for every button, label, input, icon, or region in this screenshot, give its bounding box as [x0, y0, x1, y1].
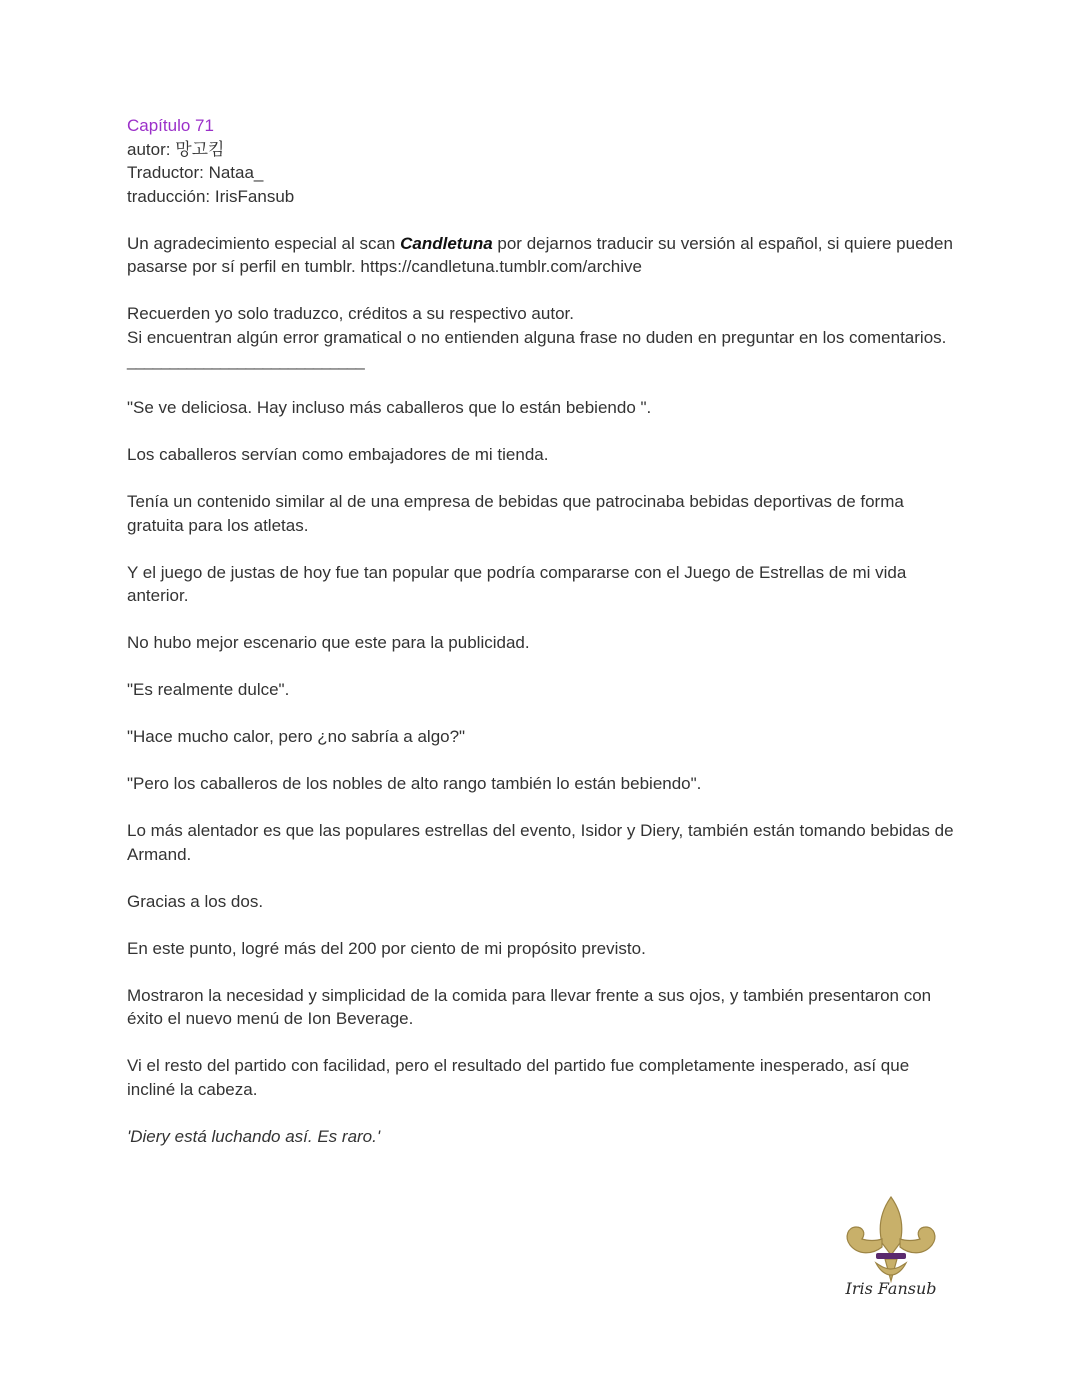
paragraph-11: En este punto, logré más del 200 por ciento de mi propósito previsto. — [127, 938, 646, 958]
thanks-before: Un agradecimiento especial al scan — [127, 233, 401, 253]
paragraph-6: "Es realmente dulce". — [127, 680, 290, 699]
author-line: autor: 망고킴 — [127, 139, 225, 159]
iris-fansub-logo — [838, 1193, 944, 1308]
paragraph-1: "Se ve deliciosa. Hay incluso más caballeros que lo están bebiendo ". — [127, 398, 652, 417]
paragraph-12: Mostraron la necesidad y simplicidad de la comida para llevar frente a sus ojos, y también presentaron con éxito el nuevo menú de Ion Beverage. — [127, 985, 932, 1028]
paragraph-8: "Pero los caballeros de los nobles de alto rango también lo están bebiendo". — [127, 774, 702, 793]
document-body — [127, 114, 957, 1172]
paragraph-7: "Hace mucho calor, pero ¿no sabría a algo?" — [127, 727, 466, 746]
thanks-after: por dejarnos traducir su versión al español, si quiere pueden pasarse por sí perfil en tumblr. https://candletuna.tumblr.com/archive — [127, 233, 953, 276]
paragraph-4: Y el juego de justas de hoy fue tan popular que podría compararse con el Juego de Estrellas de mi vida anterior. — [127, 562, 907, 605]
divider: ____________________________ — [127, 351, 364, 370]
translation-line: traducción: IrisFansub — [127, 186, 295, 206]
paragraph-14: 'Diery está luchando así. Es raro.' — [127, 1126, 381, 1146]
note-line-1: Recuerden yo solo traduzco, créditos a su respectivo autor. — [127, 304, 574, 323]
paragraph-3: Tenía un contenido similar al de una empresa de bebidas que patrocinaba bebidas deportivas de forma gratuita para los atletas. — [127, 492, 904, 535]
translator-line: Traductor: Nataa_ — [127, 163, 264, 182]
logo-text: Iris Fansub — [845, 1279, 937, 1298]
chapter-title: Capítulo 71 — [127, 116, 214, 135]
paragraph-9: Lo más alentador es que las populares estrellas del evento, Isidor y Diery, también están tomando bebidas de Armand. — [127, 821, 954, 864]
scan-name: Candletuna — [400, 233, 493, 253]
thanks-paragraph — [127, 232, 957, 279]
paragraph-5: No hubo mejor escenario que este para la publicidad. — [127, 633, 530, 652]
note-line-2: Si encuentran algún error gramatical o no entienden alguna frase no duden en preguntar en los comentarios. — [127, 327, 947, 347]
paragraph-13: Vi el resto del partido con facilidad, pero el resultado del partido fue completamente inesperado, así que incliné la cabeza. — [127, 1056, 910, 1099]
paragraph-2: Los caballeros servían como embajadores de mi tienda. — [127, 445, 549, 464]
paragraph-10: Gracias a los dos. — [127, 891, 264, 911]
fleur-de-lis-icon — [838, 1193, 944, 1285]
